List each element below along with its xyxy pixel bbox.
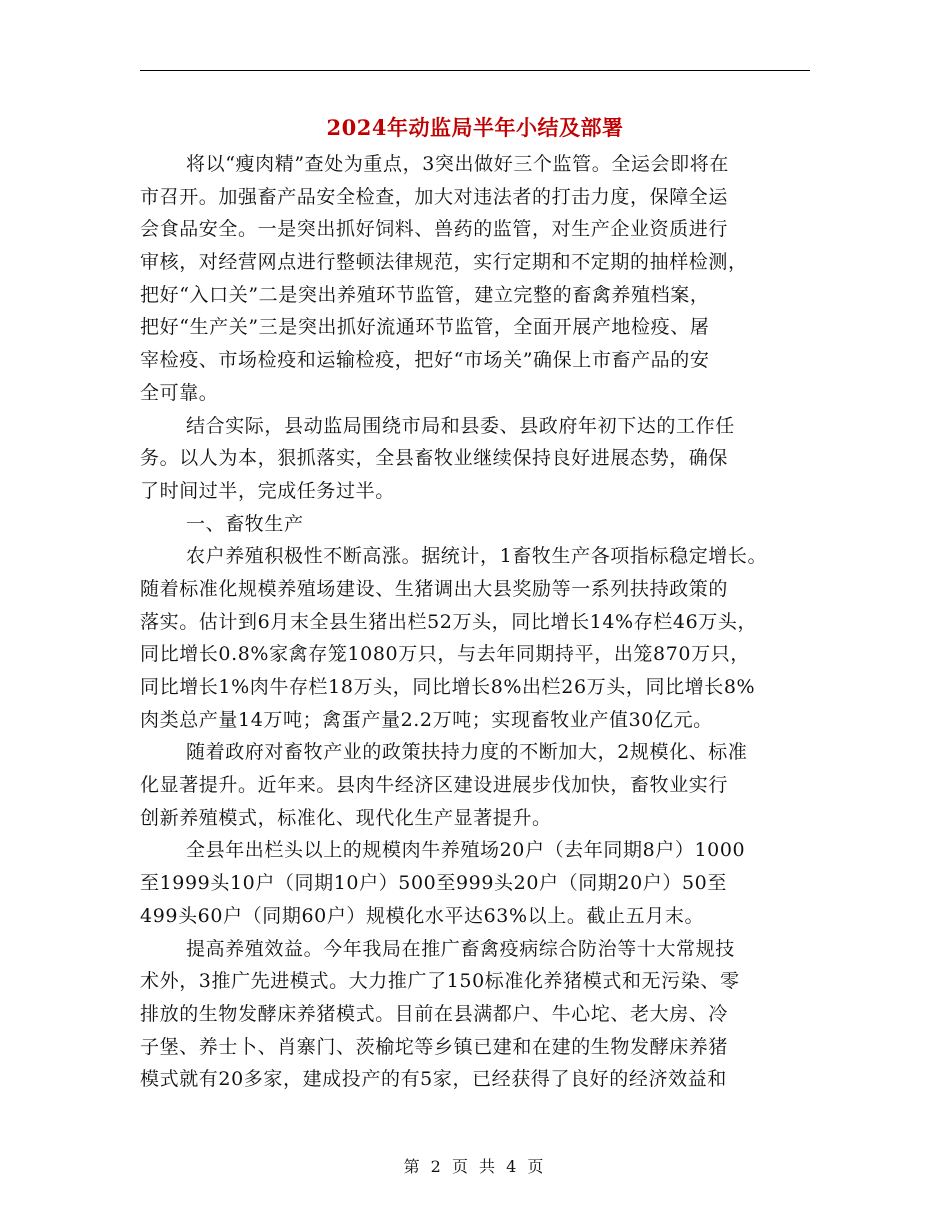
body-line: 随着政府对畜牧产业的政策扶持力度的不断加大，2规模化、标准 xyxy=(186,741,748,764)
body-line: 把好“入口关”二是突出养殖环节监管，建立完整的畜禽养殖档案， xyxy=(140,283,710,306)
body-line: 全县年出栏头以上的规模肉牛养殖场20户（去年同期8户）1000 xyxy=(186,839,746,862)
body-line: 了时间过半，完成任务过半。 xyxy=(140,479,395,502)
body-line: 市召开。加强畜产品安全检查，加大对违法者的打击力度，保障全运 xyxy=(140,185,729,208)
body-line: 会食品安全。一是突出抓好饲料、兽药的监管，对生产企业资质进行 xyxy=(140,218,729,241)
body-line: 同比增长1%肉牛存栏18万头，同比增长8%出栏26万头，同比增长8% xyxy=(140,676,756,698)
body-line: 499头60户（同期60户）规模化水平达63%以上。截止五月末。 xyxy=(140,904,705,927)
body-line: 排放的生物发酵床养猪模式。目前在县满都户、牛心坨、老大房、冷 xyxy=(140,1002,729,1025)
body-line: 创新养殖模式，标准化、现代化生产显著提升。 xyxy=(140,806,552,829)
body-line: 全可靠。 xyxy=(140,381,219,404)
body-line: 术外，3推广先进模式。大力推广了150标准化养猪模式和无污染、零 xyxy=(140,970,740,993)
header-rule xyxy=(140,70,810,71)
body-line: 农户养殖积极性不断高涨。据统计，1畜牧生产各项指标稳定增长。 xyxy=(186,545,768,568)
body-line: 落实。估计到6月末全县生猪出栏52万头，同比增长14%存栏46万头， xyxy=(140,610,758,633)
body-line: 模式就有20多家，建成投产的有5家，已经获得了良好的经济效益和 xyxy=(140,1068,727,1091)
body-line: 化显著提升。近年来。县肉牛经济区建设进展步伐加快，畜牧业实行 xyxy=(140,774,729,797)
body-line: 将以“瘦肉精”查处为重点，3突出做好三个监管。全运会即将在 xyxy=(186,153,729,175)
body-line: 审核，对经营网点进行整顿法律规范，实行定期和不定期的抽样检测， xyxy=(140,251,748,274)
body-line: 同比增长0.8%家禽存笼1080万只，与去年同期持平，出笼870万只， xyxy=(140,643,750,666)
page-footer: 第 2 页 共 4 页 xyxy=(403,1157,547,1176)
body-line: 宰检疫、市场检疫和运输检疫，把好“市场关”确保上市畜产品的安 xyxy=(140,349,710,372)
body-line: 肉类总产量14万吨；禽蛋产量2.2万吨；实现畜牧业产值30亿元。 xyxy=(140,708,713,731)
body-line: 至1999头10户（同期10户）500至999头20户（同期20户）50至 xyxy=(140,872,727,895)
document-body xyxy=(140,148,812,1096)
body-line: 子堡、养士卜、肖寨门、茨榆坨等乡镇已建和在建的生物发酵床养猪 xyxy=(140,1035,729,1058)
body-line: 一、畜牧生产 xyxy=(186,512,304,535)
body-line: 随着标准化规模养殖场建设、生猪调出大县奖励等一系列扶持政策的 xyxy=(140,577,729,600)
document-title: 2024年动监局半年小结及部署 xyxy=(326,115,624,140)
body-line: 结合实际，县动监局围绕市局和县委、县政府年初下达的工作任 xyxy=(186,414,735,437)
body-line: 把好“生产关”三是突出抓好流通环节监管，全面开展产地检疫、屠 xyxy=(140,316,710,339)
body-line: 务。以人为本，狠抓落实，全县畜牧业继续保持良好进展态势，确保 xyxy=(140,447,729,470)
body-line: 提高养殖效益。今年我局在推广畜禽疫病综合防治等十大常规技 xyxy=(186,937,735,960)
